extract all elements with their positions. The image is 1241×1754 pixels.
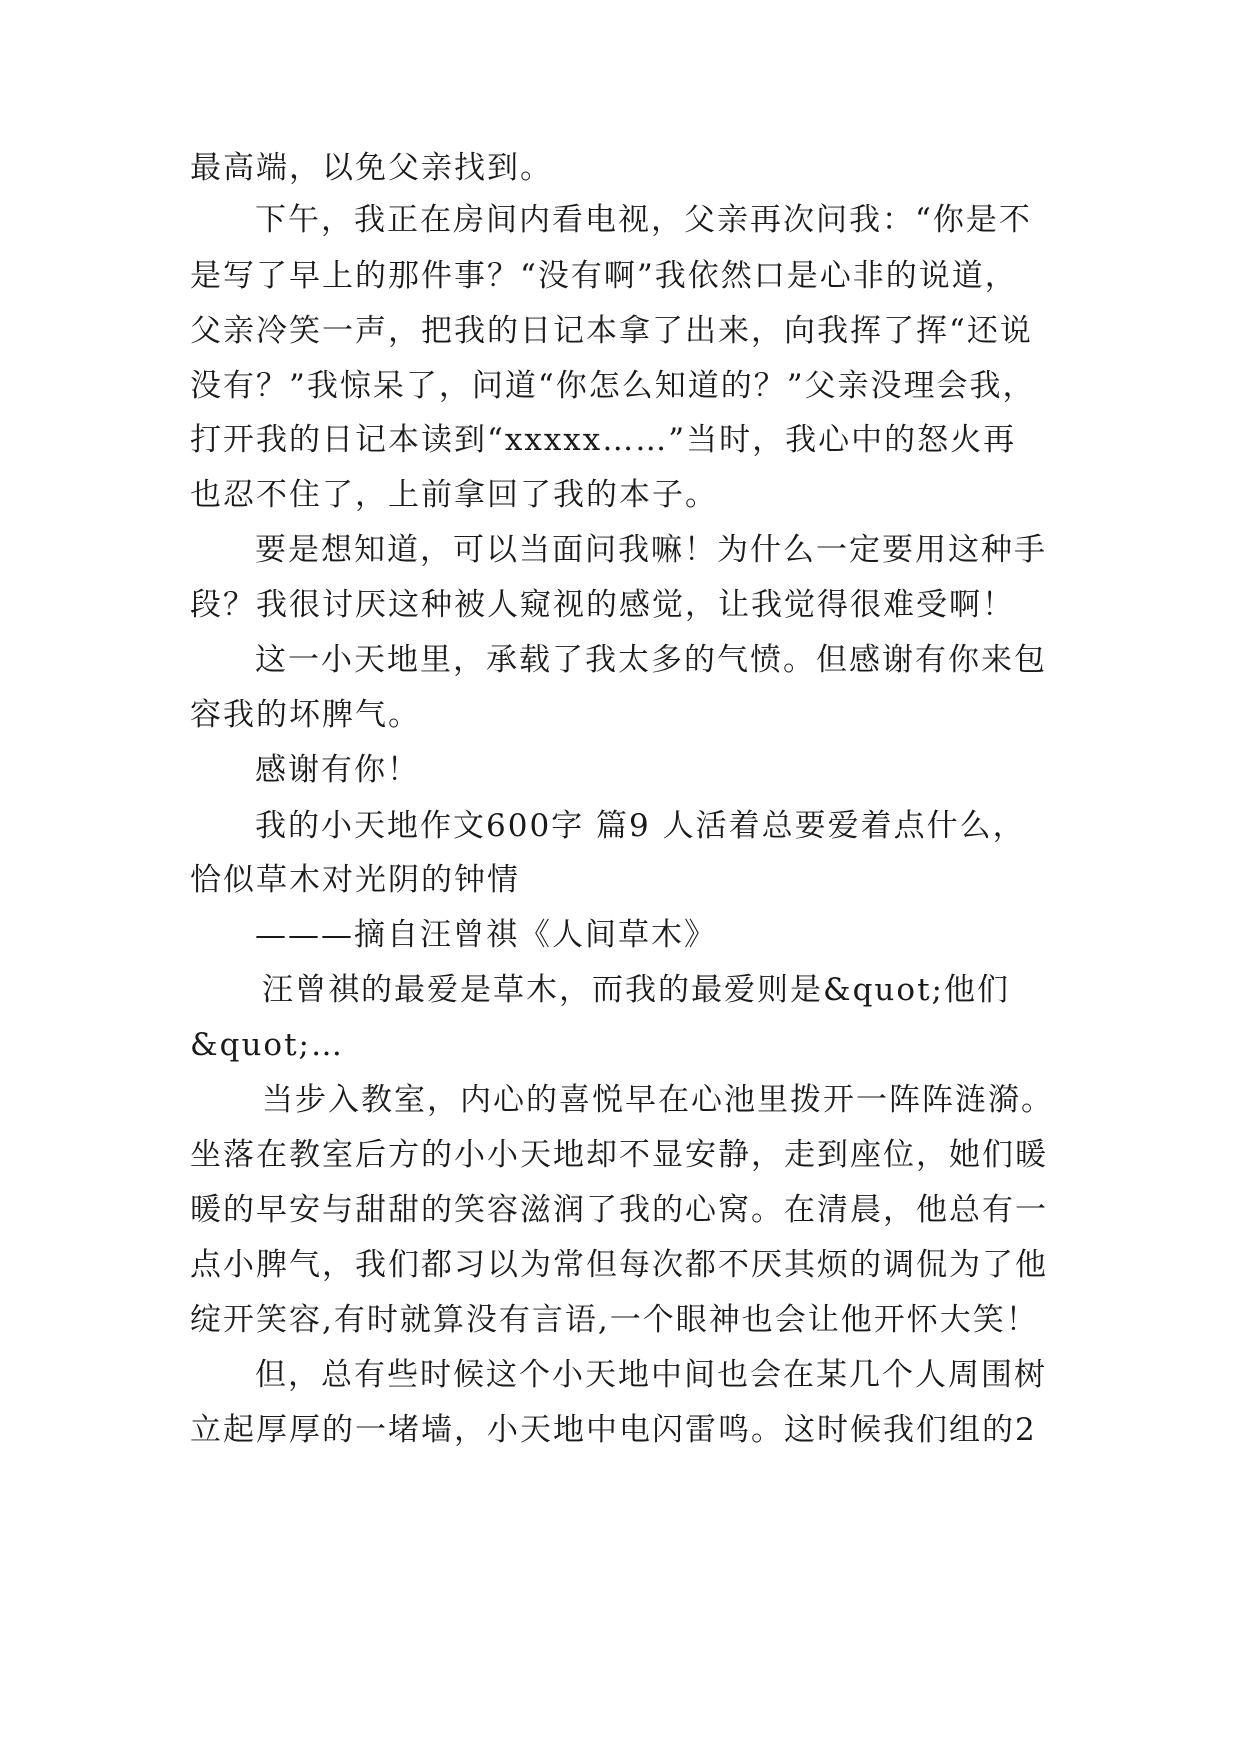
- text-line: 最高端，以免父亲找到。: [190, 150, 553, 186]
- text-line: 汪曾祺的最爱是草木，而我的最爱则是&quot;他们: [262, 972, 1010, 1008]
- text-line: 要是想知道，可以当面问我嘛！为什么一定要用这种手: [255, 532, 1047, 568]
- text-line: 但，总有些时候这个小天地中间也会在某几个人周围树: [255, 1357, 1047, 1393]
- text-line: 感谢有你！: [255, 752, 420, 788]
- section-heading-line: 我的小天地作文600字 篇9 人活着总要爱着点什么，: [255, 808, 1026, 844]
- text-line: 是写了早上的那件事？“没有啊”我依然口是心非的说道，: [190, 258, 1018, 294]
- text-line: 也忍不住了，上前拿回了我的本子。: [190, 477, 718, 513]
- text-line: 打开我的日记本读到“xxxxx……”当时，我心中的怒火再: [190, 422, 1017, 458]
- text-line: 下午，我正在房间内看电视，父亲再次问我：“你是不: [255, 202, 1032, 238]
- text-line: 坐落在教室后方的小小天地却不显安静，走到座位，她们暖: [190, 1137, 1048, 1173]
- text-line: 点小脾气，我们都习以为常但每次都不厌其烦的调侃为了他: [190, 1247, 1048, 1283]
- text-line: 暖的早安与甜甜的笑容滋润了我的心窝。在清晨，他总有一: [190, 1192, 1048, 1228]
- text-line: 父亲冷笑一声，把我的日记本拿了出来，向我挥了挥“还说: [190, 313, 1033, 349]
- text-line: &quot;…: [190, 1027, 344, 1063]
- text-line: 没有？”我惊呆了，问道“你怎么知道的？”父亲没理会我，: [190, 368, 1036, 404]
- quote-attribution: ———摘自汪曾祺《人间草木》: [255, 917, 717, 953]
- text-line: 恰似草木对光阴的钟情: [190, 862, 520, 898]
- text-line: 段？我很讨厌这种被人窥视的感觉，让我觉得很难受啊！: [190, 587, 1015, 623]
- text-line: 立起厚厚的一堵墙，小天地中电闪雷鸣。这时候我们组的2: [190, 1412, 1037, 1448]
- text-line: 这一小天地里，承载了我太多的气愤。但感谢有你来包: [255, 642, 1047, 678]
- text-line: 绽开笑容,有时就算没有言语,一个眼神也会让他开怀大笑！: [190, 1302, 1039, 1338]
- text-line: 容我的坏脾气。: [190, 697, 421, 733]
- text-line: 当步入教室，内心的喜悦早在心池里拨开一阵阵涟漪。: [262, 1082, 1054, 1118]
